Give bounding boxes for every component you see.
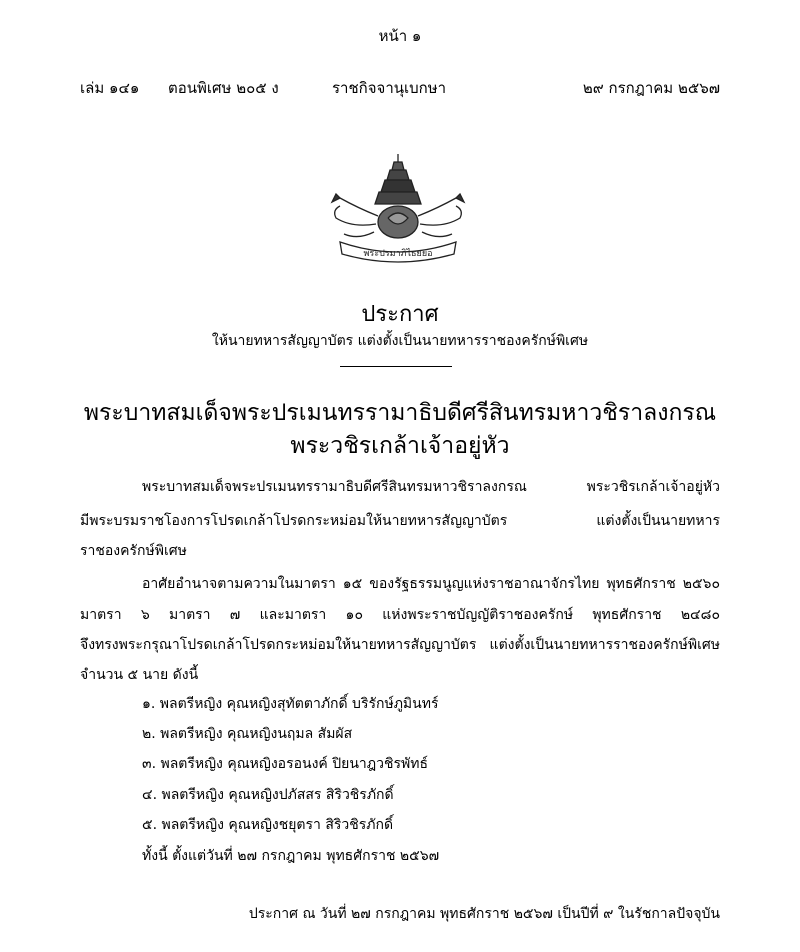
paragraph-1-line-2: มีพระบรมราชโองการโปรดเกล้าโปรดกระหม่อมให้นายทหารสัญญาบัตร แต่งตั้งเป็นนายทหาร bbox=[80, 513, 720, 529]
paragraph-2-line-1: อาศัยอำนาจตามความในมาตรา ๑๕ ของรัฐธรรมนูญแห่งราชอาณาจักรไทย พุทธศักราช ๒๕๖๐ bbox=[142, 576, 720, 592]
paragraph-2-line-4: จำนวน ๕ นาย ดังนี้ bbox=[80, 667, 199, 683]
paragraph-1-line-1: พระบาทสมเด็จพระปรเมนทรรามาธิบดีศรีสินทรมหาวชิราลงกรณ พระวชิรเกล้าเจ้าอยู่หัว bbox=[142, 479, 720, 495]
appointee-item: ๕. พลตรีหญิง คุณหญิงชยุตรา สิริวชิรภักดิ์ bbox=[142, 817, 394, 833]
title-divider bbox=[340, 366, 452, 367]
appointee-item: ๒. พลตรีหญิง คุณหญิงนฤมล สัมผัส bbox=[142, 726, 353, 742]
king-name-line-1: พระบาทสมเด็จพระปรเมนทรรามาธิบดีศรีสินทรมหาวชิราลงกรณ bbox=[83, 400, 717, 426]
appointee-item: ๓. พลตรีหญิง คุณหญิงอรอนงค์ ปิยนาฎวชิรพัทธ์ bbox=[142, 756, 429, 772]
paragraph-2-line-3: จึงทรงพระกรุณาโปรดเกล้าโปรดกระหม่อมให้นายทหารสัญญาบัตร แต่งตั้งเป็นนายทหารราชองครักษ์พิเศษ bbox=[80, 637, 720, 653]
royal-cipher-emblem-icon bbox=[318, 150, 478, 268]
effective-date: ทั้งนี้ ตั้งแต่วันที่ ๒๗ กรกฎาคม พุทธศักราช ๒๕๖๗ bbox=[142, 848, 440, 864]
paragraph-2-line-2: มาตรา ๖ มาตรา ๗ และมาตรา ๑๐ แห่งพระราชบัญญัติราชองครักษ์ พุทธศักราช ๒๔๘๐ bbox=[80, 607, 720, 623]
announcement-subtitle: ให้นายทหารสัญญาบัตร แต่งตั้งเป็นนายทหารราชองครักษ์พิเศษ bbox=[211, 333, 589, 349]
gazette-section: ตอนพิเศษ ๒๐๕ ง bbox=[168, 79, 279, 97]
paragraph-1-line-3: ราชองครักษ์พิเศษ bbox=[80, 543, 187, 559]
appointee-item: ๑. พลตรีหญิง คุณหญิงสุทัตตาภักดิ์ บริรักษ์ภูมินทร์ bbox=[142, 696, 439, 712]
issued-date: ประกาศ ณ วันที่ ๒๗ กรกฎาคม พุทธศักราช ๒๕๖๗ เป็นปีที่ ๙ ในรัชกาลปัจจุบัน bbox=[248, 906, 720, 922]
announcement-title: ประกาศ bbox=[361, 302, 439, 327]
appointee-item: ๔. พลตรีหญิง คุณหญิงปภัสสร สิริวชิรภักดิ์ bbox=[142, 787, 394, 803]
king-name-line-2: พระวชิรเกล้าเจ้าอยู่หัว bbox=[290, 433, 510, 459]
gazette-date: ๒๙ กรกฎาคม ๒๕๖๗ bbox=[582, 79, 720, 97]
gazette-volume: เล่ม ๑๔๑ bbox=[80, 79, 140, 97]
page-number: หน้า ๑ bbox=[378, 27, 422, 45]
gazette-name: ราชกิจจานุเบกษา bbox=[332, 79, 447, 97]
svg-text:พระปรมาภิไธยย่อ: พระปรมาภิไธยย่อ bbox=[363, 249, 433, 259]
